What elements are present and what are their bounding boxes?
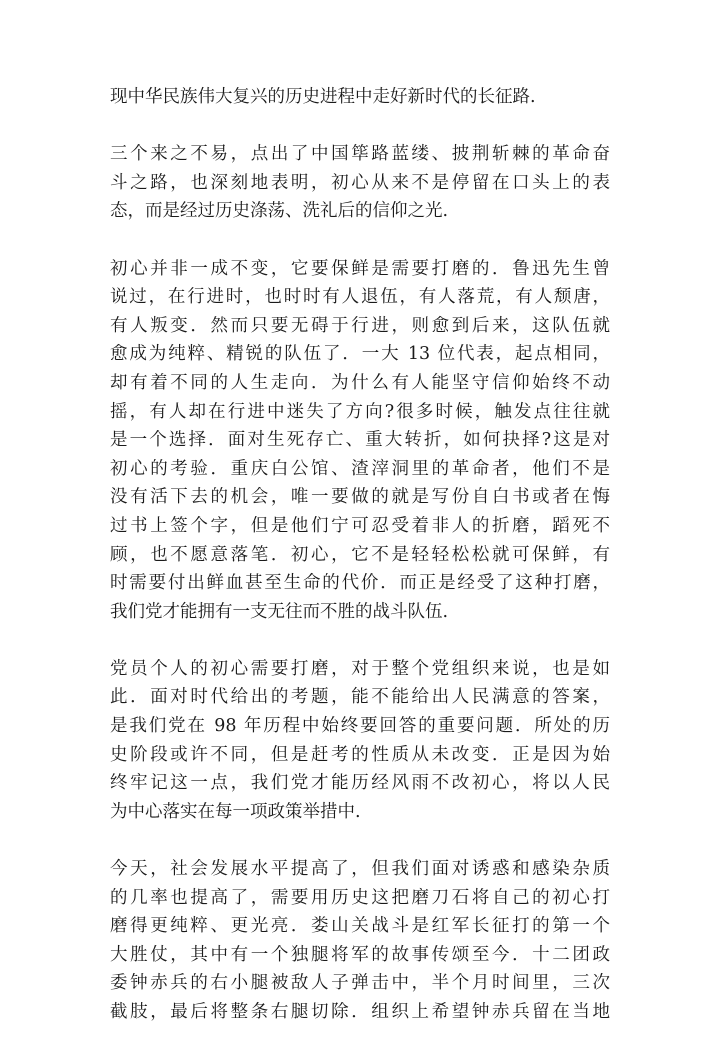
text-line: 现中华民族伟大复兴的历史进程中走好新时代的长征路. <box>110 87 536 107</box>
text-line: 没有活下去的机会，唯一要做的就是写份自白书或者在悔 <box>110 487 610 508</box>
text-line: 是一个选择．面对生死存亡、重大转折，如何抉择?这是对 <box>110 430 610 451</box>
paragraph-4 <box>110 655 610 827</box>
text-line: 摇，有人却在行进中迷失了方向?很多时候，触发点往往就 <box>110 401 610 422</box>
text-line: 磨得更纯粹、更光亮．娄山关战斗是红军长征打的第一个 <box>110 916 610 937</box>
text-line: 初心的考验．重庆白公馆、渣滓洞里的革命者，他们不是 <box>110 458 610 479</box>
text-line: 斗之路，也深刻地表明，初心从来不是停留在口头上的表 <box>110 172 610 193</box>
document-body <box>110 83 610 1055</box>
text-line: 为中心落实在每一项政策举措中. <box>110 801 361 822</box>
text-line: 时需要付出鲜血甚至生命的代价．而正是经受了这种打磨， <box>110 573 610 594</box>
text-line: 此．面对时代给出的考题，能不能给出人民满意的答案， <box>110 687 610 708</box>
text-line: 大胜仗，其中有一个独腿将军的故事传颂至今．十二团政 <box>110 944 610 965</box>
paragraph-5 <box>110 855 610 1027</box>
text-line: 我们党才能拥有一支无往而不胜的战斗队伍. <box>110 601 449 622</box>
text-line: 态，而是经过历史涤荡、洗礼后的信仰之光. <box>110 201 449 222</box>
text-line: 史阶段或许不同，但是赶考的性质从未改变．正是因为始 <box>110 744 610 765</box>
text-line: 党员个人的初心需要打磨，对于整个党组织来说，也是如 <box>110 658 610 679</box>
paragraph-1 <box>110 83 610 112</box>
text-line: 说过，在行进时，也时时有人退伍，有人落荒，有人颓唐， <box>110 287 610 308</box>
paragraph-3 <box>110 255 610 627</box>
text-line: 三个来之不易，点出了中国筚路蓝缕、披荆斩棘的革命奋 <box>110 144 610 165</box>
text-line: 截肢，最后将整条右腿切除．组织上希望钟赤兵留在当地 <box>110 1002 610 1022</box>
text-line: 初心并非一成不变，它要保鲜是需要打磨的．鲁迅先生曾 <box>110 258 610 279</box>
text-line: 顾，也不愿意落笔．初心，它不是轻轻松松就可保鲜，有 <box>110 544 610 565</box>
text-line: 过书上签个字，但是他们宁可忍受着非人的折磨，蹈死不 <box>110 515 610 536</box>
text-line: 委钟赤兵的右小腿被敌人子弹击中，半个月时间里，三次 <box>110 973 610 994</box>
text-line: 有人叛变．然而只要无碍于行进，则愈到后来，这队伍就 <box>110 315 610 336</box>
text-line: 是我们党在 98 年历程中始终要回答的重要问题．所处的历 <box>110 716 610 737</box>
paragraph-2 <box>110 140 610 226</box>
text-line: 今天，社会发展水平提高了，但我们面对诱惑和感染杂质 <box>110 859 610 880</box>
text-line: 愈成为纯粹、精锐的队伍了．一大 13 位代表，起点相同， <box>110 344 610 365</box>
text-line: 的几率也提高了，需要用历史这把磨刀石将自己的初心打 <box>110 887 610 908</box>
text-line: 却有着不同的人生走向．为什么有人能坚守信仰始终不动 <box>110 372 610 393</box>
text-line: 终牢记这一点，我们党才能历经风雨不改初心，将以人民 <box>110 773 610 794</box>
